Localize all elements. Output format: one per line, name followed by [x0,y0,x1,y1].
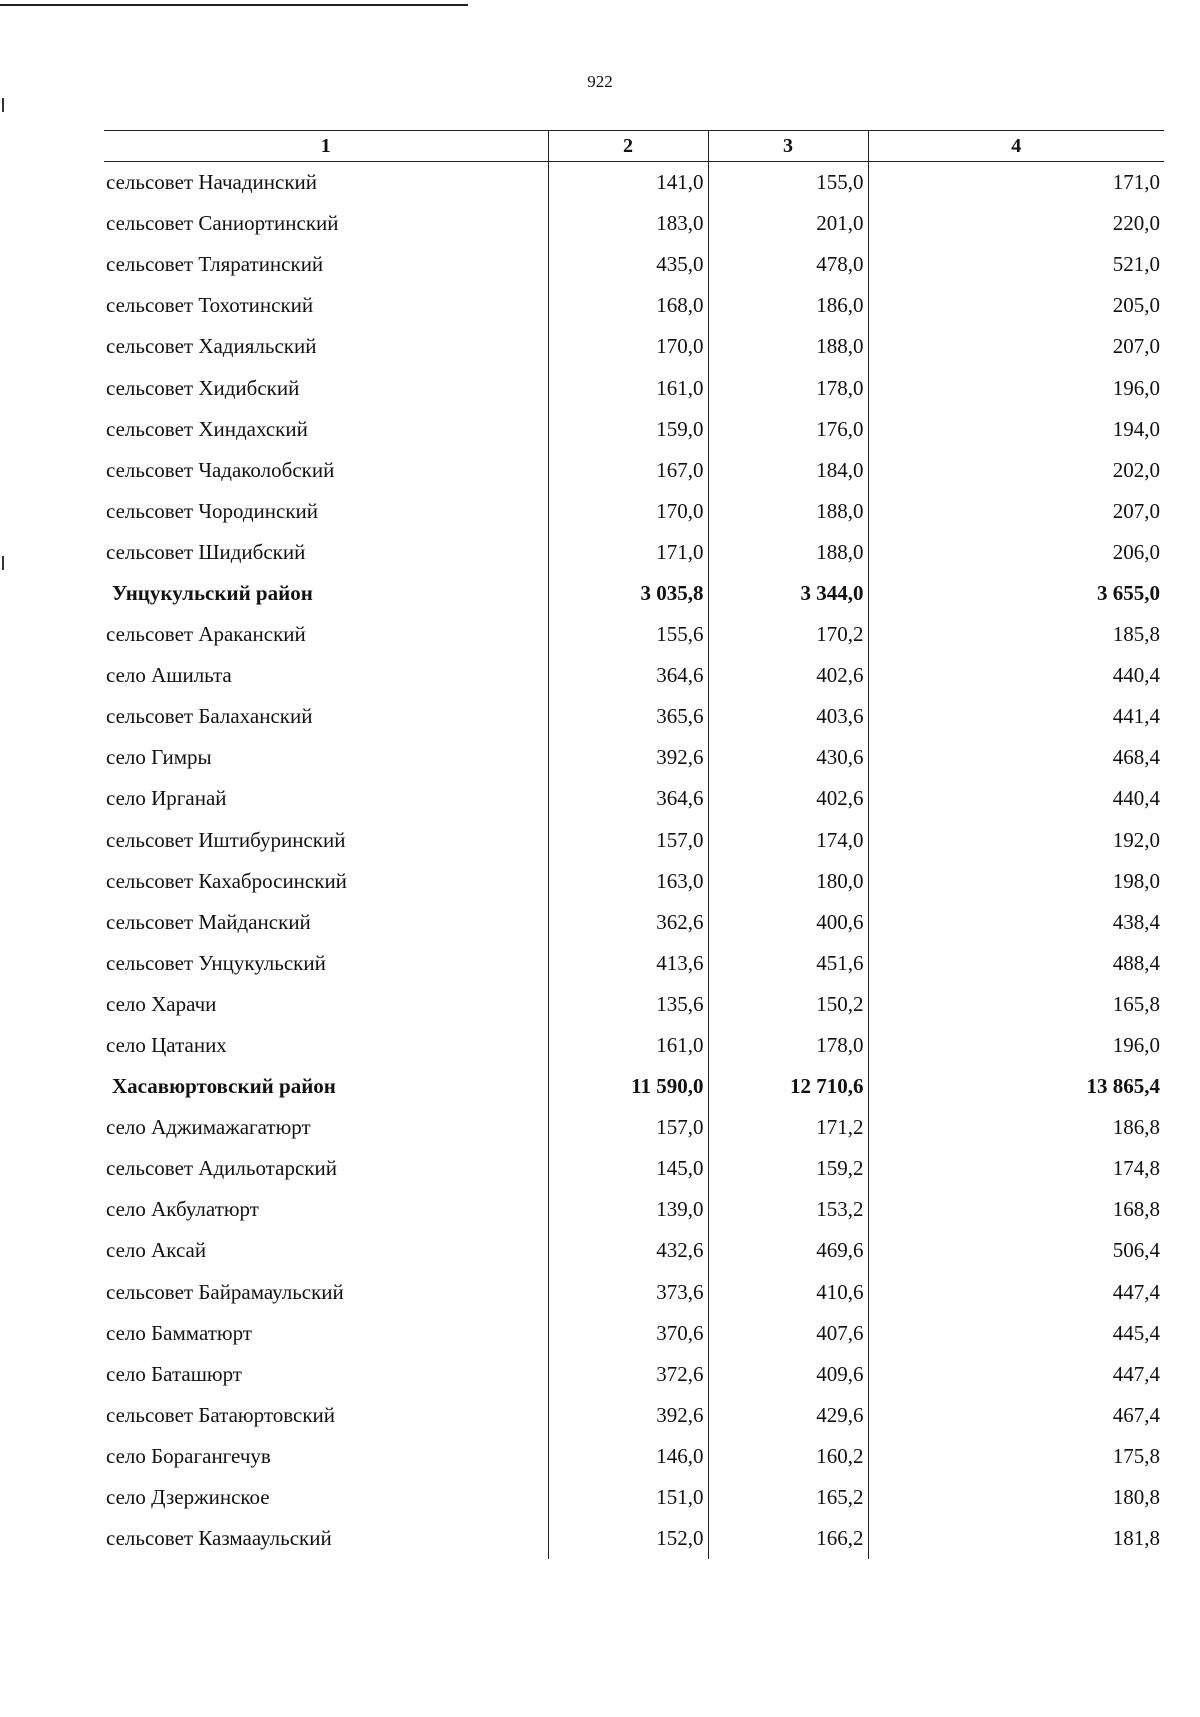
row-value-col3: 402,6 [708,655,868,696]
row-value-col4: 440,4 [868,778,1164,819]
column-header-3: 3 [708,131,868,162]
row-name-cell: сельсовет Хиндахский [106,416,308,441]
row-value-col2: 163,0 [548,861,708,902]
row-name-cell: сельсовет Батаюртовский [106,1402,336,1427]
table-row [104,943,1164,984]
row-value-col4: 202,0 [868,450,1164,491]
table-row [104,1148,1164,1189]
row-value-col2: 157,0 [548,820,708,861]
row-value-col4: 194,0 [868,409,1164,450]
table-row [104,1395,1164,1436]
column-header-2: 2 [548,131,708,162]
row-value-col4: 207,0 [868,326,1164,367]
district-row [104,573,1164,614]
row-value-col3: 171,2 [708,1107,868,1148]
table-row [104,1354,1164,1395]
row-value-col4: 186,8 [868,1107,1164,1148]
table-row [104,984,1164,1025]
row-name-cell: село Борагангечув [106,1443,271,1468]
row-value-col2: 168,0 [548,285,708,326]
table-row [104,902,1164,943]
row-name-cell: село Ирганай [106,786,227,811]
row-name-cell: сельсовет Саниортинский [106,211,339,236]
row-name-cell: Хасавюртовский район [112,1074,336,1099]
row-value-col3: 402,6 [708,778,868,819]
row-value-col3: 186,0 [708,285,868,326]
row-value-col4: 447,4 [868,1272,1164,1313]
table-row [104,532,1164,573]
row-name-cell: сельсовет Чадаколобский [106,457,335,482]
row-name-cell: сельсовет Чородинский [106,498,319,523]
row-value-col2: 161,0 [548,1025,708,1066]
row-value-col3: 178,0 [708,1025,868,1066]
row-value-col2: 373,6 [548,1272,708,1313]
row-value-col3: 155,0 [708,162,868,204]
row-value-col2: 159,0 [548,409,708,450]
row-value-col4: 205,0 [868,285,1164,326]
row-name-cell: сельсовет Тляратинский [106,252,324,277]
row-name-cell: сельсовет Казмааульский [106,1526,332,1551]
row-value-col2: 362,6 [548,902,708,943]
row-value-col2: 183,0 [548,203,708,244]
row-name-cell: сельсовет Адильотарский [106,1156,337,1181]
row-value-col2: 364,6 [548,655,708,696]
row-value-col4: 165,8 [868,984,1164,1025]
table-row [104,1189,1164,1230]
table-row [104,655,1164,696]
margin-mark [2,556,4,570]
row-value-col4: 440,4 [868,655,1164,696]
row-value-col2: 155,6 [548,614,708,655]
row-value-col3: 429,6 [708,1395,868,1436]
row-value-col4: 198,0 [868,861,1164,902]
table-row [104,1230,1164,1271]
row-value-col2: 167,0 [548,450,708,491]
row-value-col2: 145,0 [548,1148,708,1189]
column-header-1: 1 [104,131,548,162]
row-value-col3: 184,0 [708,450,868,491]
row-value-col4: 192,0 [868,820,1164,861]
row-value-col2: 11 590,0 [548,1066,708,1107]
row-value-col4: 196,0 [868,1025,1164,1066]
row-value-col4: 168,8 [868,1189,1164,1230]
row-value-col3: 188,0 [708,491,868,532]
table-row [104,1025,1164,1066]
row-name-cell: сельсовет Шидибский [106,539,306,564]
row-value-col3: 174,0 [708,820,868,861]
row-name-cell: село Ашильта [106,663,232,688]
row-value-col4: 206,0 [868,532,1164,573]
table-row [104,1477,1164,1518]
row-value-col3: 12 710,6 [708,1066,868,1107]
row-value-col2: 139,0 [548,1189,708,1230]
row-name-cell: село Харачи [106,991,217,1016]
table-row [104,1313,1164,1354]
table-row [104,778,1164,819]
row-value-col3: 188,0 [708,532,868,573]
row-value-col4: 438,4 [868,902,1164,943]
row-value-col2: 151,0 [548,1477,708,1518]
row-value-col2: 157,0 [548,1107,708,1148]
table-body [104,162,1164,1560]
row-name-cell: сельсовет Тохотинский [106,293,314,318]
margin-mark [2,98,4,112]
row-value-col3: 430,6 [708,737,868,778]
top-rule [0,4,468,6]
district-row [104,1066,1164,1107]
row-value-col4: 488,4 [868,943,1164,984]
table-row [104,1518,1164,1559]
table-row [104,491,1164,532]
row-name-cell: село Гимры [106,745,212,770]
row-value-col4: 13 865,4 [868,1066,1164,1107]
row-value-col3: 451,6 [708,943,868,984]
row-name-cell: село Цатаних [106,1033,227,1058]
row-value-col4: 521,0 [868,244,1164,285]
table-row [104,450,1164,491]
table-row [104,696,1164,737]
table-row [104,285,1164,326]
row-value-col2: 370,6 [548,1313,708,1354]
row-name-cell: сельсовет Майданский [106,909,311,934]
row-name-cell: сельсовет Иштибуринский [106,827,346,852]
row-name-cell: село Бамматюрт [106,1320,252,1345]
row-value-col4: 180,8 [868,1477,1164,1518]
table-row [104,162,1164,204]
table-row [104,1436,1164,1477]
row-value-col2: 146,0 [548,1436,708,1477]
row-value-col4: 175,8 [868,1436,1164,1477]
row-value-col3: 160,2 [708,1436,868,1477]
row-value-col3: 165,2 [708,1477,868,1518]
row-value-col4: 174,8 [868,1148,1164,1189]
row-value-col3: 410,6 [708,1272,868,1313]
row-value-col3: 407,6 [708,1313,868,1354]
row-value-col2: 392,6 [548,737,708,778]
row-value-col2: 152,0 [548,1518,708,1559]
data-table [104,130,1164,1559]
row-value-col2: 141,0 [548,162,708,204]
row-name-cell: сельсовет Байрамаульский [106,1279,344,1304]
row-value-col3: 188,0 [708,326,868,367]
row-value-col4: 196,0 [868,367,1164,408]
row-value-col3: 176,0 [708,409,868,450]
row-name-cell: село Баташюрт [106,1361,242,1386]
row-value-col2: 3 035,8 [548,573,708,614]
row-value-col3: 153,2 [708,1189,868,1230]
row-name-cell: село Аджимажагатюрт [106,1115,311,1140]
row-value-col2: 392,6 [548,1395,708,1436]
row-value-col4: 3 655,0 [868,573,1164,614]
header-row [104,131,1164,162]
row-value-col3: 178,0 [708,367,868,408]
page-number: 922 [587,72,613,91]
row-value-col4: 181,8 [868,1518,1164,1559]
row-value-col2: 135,6 [548,984,708,1025]
row-name-cell: сельсовет Кахабросинский [106,868,347,893]
row-name-cell: сельсовет Начадинский [106,170,318,195]
row-value-col4: 207,0 [868,491,1164,532]
row-value-col4: 185,8 [868,614,1164,655]
table-row [104,203,1164,244]
row-value-col3: 166,2 [708,1518,868,1559]
row-value-col3: 170,2 [708,614,868,655]
row-name-cell: село Дзержинское [106,1485,270,1510]
row-value-col3: 201,0 [708,203,868,244]
table-row [104,820,1164,861]
row-value-col4: 445,4 [868,1313,1164,1354]
row-value-col4: 171,0 [868,162,1164,204]
row-value-col2: 364,6 [548,778,708,819]
row-value-col2: 170,0 [548,491,708,532]
row-value-col3: 409,6 [708,1354,868,1395]
row-value-col4: 441,4 [868,696,1164,737]
row-value-col4: 447,4 [868,1354,1164,1395]
table-row [104,614,1164,655]
table-row [104,326,1164,367]
row-value-col3: 159,2 [708,1148,868,1189]
row-value-col4: 506,4 [868,1230,1164,1271]
row-name-cell: сельсовет Унцукульский [106,950,326,975]
row-value-col3: 403,6 [708,696,868,737]
row-value-col3: 400,6 [708,902,868,943]
row-value-col3: 150,2 [708,984,868,1025]
table-row [104,244,1164,285]
row-value-col3: 180,0 [708,861,868,902]
row-value-col2: 413,6 [548,943,708,984]
row-name-cell: сельсовет Хидибский [106,375,300,400]
row-name-cell: сельсовет Хадияльский [106,334,317,359]
row-value-col2: 170,0 [548,326,708,367]
row-value-col2: 171,0 [548,532,708,573]
row-value-col3: 478,0 [708,244,868,285]
column-header-4: 4 [868,131,1164,162]
row-value-col3: 469,6 [708,1230,868,1271]
row-value-col4: 468,4 [868,737,1164,778]
row-value-col2: 372,6 [548,1354,708,1395]
row-value-col2: 161,0 [548,367,708,408]
table-row [104,409,1164,450]
row-name-cell: село Акбулатюрт [106,1197,259,1222]
table-row [104,737,1164,778]
row-value-col2: 432,6 [548,1230,708,1271]
row-name-cell: село Аксай [106,1238,207,1263]
row-value-col3: 3 344,0 [708,573,868,614]
row-name-cell: сельсовет Араканский [106,622,306,647]
row-value-col2: 435,0 [548,244,708,285]
row-value-col4: 467,4 [868,1395,1164,1436]
row-value-col4: 220,0 [868,203,1164,244]
table-row [104,1107,1164,1148]
table-row [104,1272,1164,1313]
table-row [104,861,1164,902]
row-name-cell: Унцукульский район [112,580,313,605]
table-row [104,367,1164,408]
row-name-cell: сельсовет Балаханский [106,704,313,729]
row-value-col2: 365,6 [548,696,708,737]
